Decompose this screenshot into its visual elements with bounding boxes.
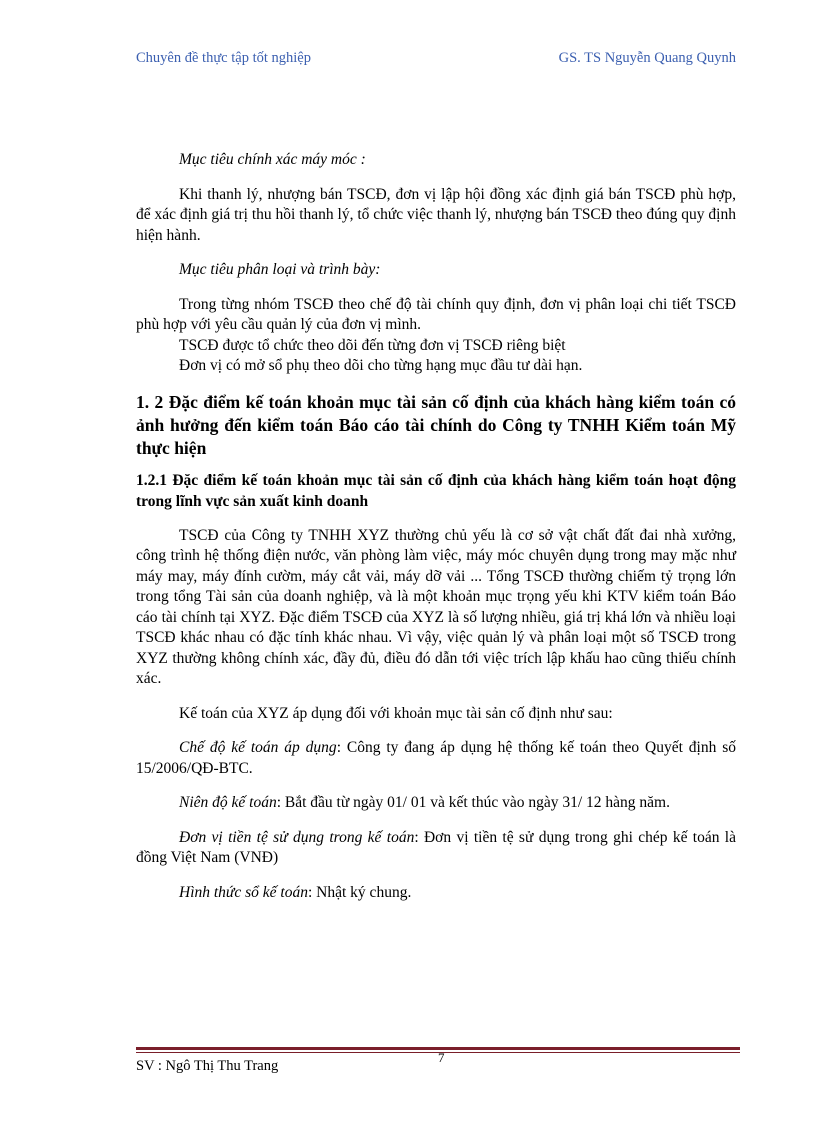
fiscal-year-label: Niên độ kế toán <box>179 794 277 811</box>
paragraph-accounting-regime <box>136 738 736 779</box>
footer-student: SV : Ngô Thị Thu Trang <box>136 1058 279 1074</box>
paragraph-classification: Trong từng nhóm TSCĐ theo chế độ tài chính quy định, đơn vị phân loại chi tiết TSCĐ phù hợp với yêu cầu quản lý của đơn vị mình. <box>136 295 736 333</box>
page-header <box>136 50 736 70</box>
objective-accuracy-heading: Mục tiêu chính xác máy móc : <box>179 151 366 168</box>
fiscal-year-text: : Bắt đầu từ ngày 01/ 01 và kết thúc vào ngày 31/ 12 hàng năm. <box>276 794 670 811</box>
page-number: 7 <box>438 1050 445 1065</box>
accounting-regime-text: : Công ty đang áp dụng hệ thống kế toán theo Quyết định số 15/2006/QĐ-BTC. <box>136 739 736 777</box>
currency-text: : Đơn vị tiền tệ sử dụng trong ghi chép kế toán là đồng Việt Nam (VNĐ) <box>136 828 736 866</box>
header-author: GS. TS Nguyễn Quang Quynh <box>558 50 736 66</box>
paragraph-bookkeeping <box>136 883 736 904</box>
section-heading-1-2: 1. 2 Đặc điểm kế toán khoản mục tài sản cố định của khách hàng kiểm toán có ảnh hưởng đến kiểm toán Báo cáo tài chính do Công ty TNHH Kiểm toán Mỹ thực hiện <box>136 391 736 458</box>
currency-label: Đơn vị tiền tệ sử dụng trong kế toán <box>179 828 415 846</box>
header-title: Chuyên đề thực tập tốt nghiệp <box>136 50 311 66</box>
paragraph-currency <box>136 828 736 869</box>
paragraph-tracking: TSCĐ được tổ chức theo dõi đến từng đơn vị TSCĐ riêng biệt <box>179 336 566 354</box>
paragraph-accounting-intro: Kế toán của XYZ áp dụng đối với khoản mục tài sản cố định như sau: <box>179 704 613 722</box>
subsection-heading-1-2-1: 1.2.1 Đặc điểm kế toán khoản mục tài sản cố định của khách hàng kiểm toán hoạt động trong lĩnh vực sản xuất kinh doanh <box>136 471 736 510</box>
paragraph-liquidation: Khi thanh lý, nhượng bán TSCĐ, đơn vị lập hội đồng xác định giá bán TSCĐ phù hợp, để xác định giá trị thu hồi thanh lý, tổ chức việc thanh lý, nhượng bán TSCĐ theo đúng quy định hiện hành. <box>136 185 736 244</box>
paragraph-xyz-assets: TSCĐ của Công ty TNHH XYZ thường chủ yếu là cơ sở vật chất đất đai nhà xưởng, công trình hệ thống điện nước, văn phòng làm việc, máy móc chuyên dụng trong may mặc như máy may, máy đính cườm, máy cắt vải, máy dỡ vải ... Tổng TSCĐ thường chiếm tỷ trọng lớn trong tổng Tài sản của doanh nghiệp, và là một khoản mục trọng yếu khi KTV kiểm toán Báo cáo tài chính tại XYZ. Đặc điểm TSCĐ của XYZ là số lượng nhiều, giá trị khá lớn và nhiều loại TSCĐ khác nhau có đặc tính khác nhau. Vì vậy, việc quản lý và phân loại một số TSCĐ trong XYZ thường không chính xác, đầy đủ, điều đó dẫn tới việc trích lập khấu hao cũng thiếu chính xác. <box>136 526 736 687</box>
document-body <box>136 150 736 903</box>
bookkeeping-text: : Nhật ký chung. <box>308 883 412 901</box>
paragraph-fiscal-year <box>136 793 736 814</box>
accounting-regime-label: Chế độ kế toán áp dụng <box>179 739 337 756</box>
bookkeeping-label: Hình thức sổ kế toán <box>179 883 308 901</box>
objective-classification-heading: Mục tiêu phân loại và trình bày: <box>179 261 381 278</box>
paragraph-subledger: Đơn vị có mở sổ phụ theo dõi cho từng hạng mục đầu tư dài hạn. <box>179 357 583 374</box>
